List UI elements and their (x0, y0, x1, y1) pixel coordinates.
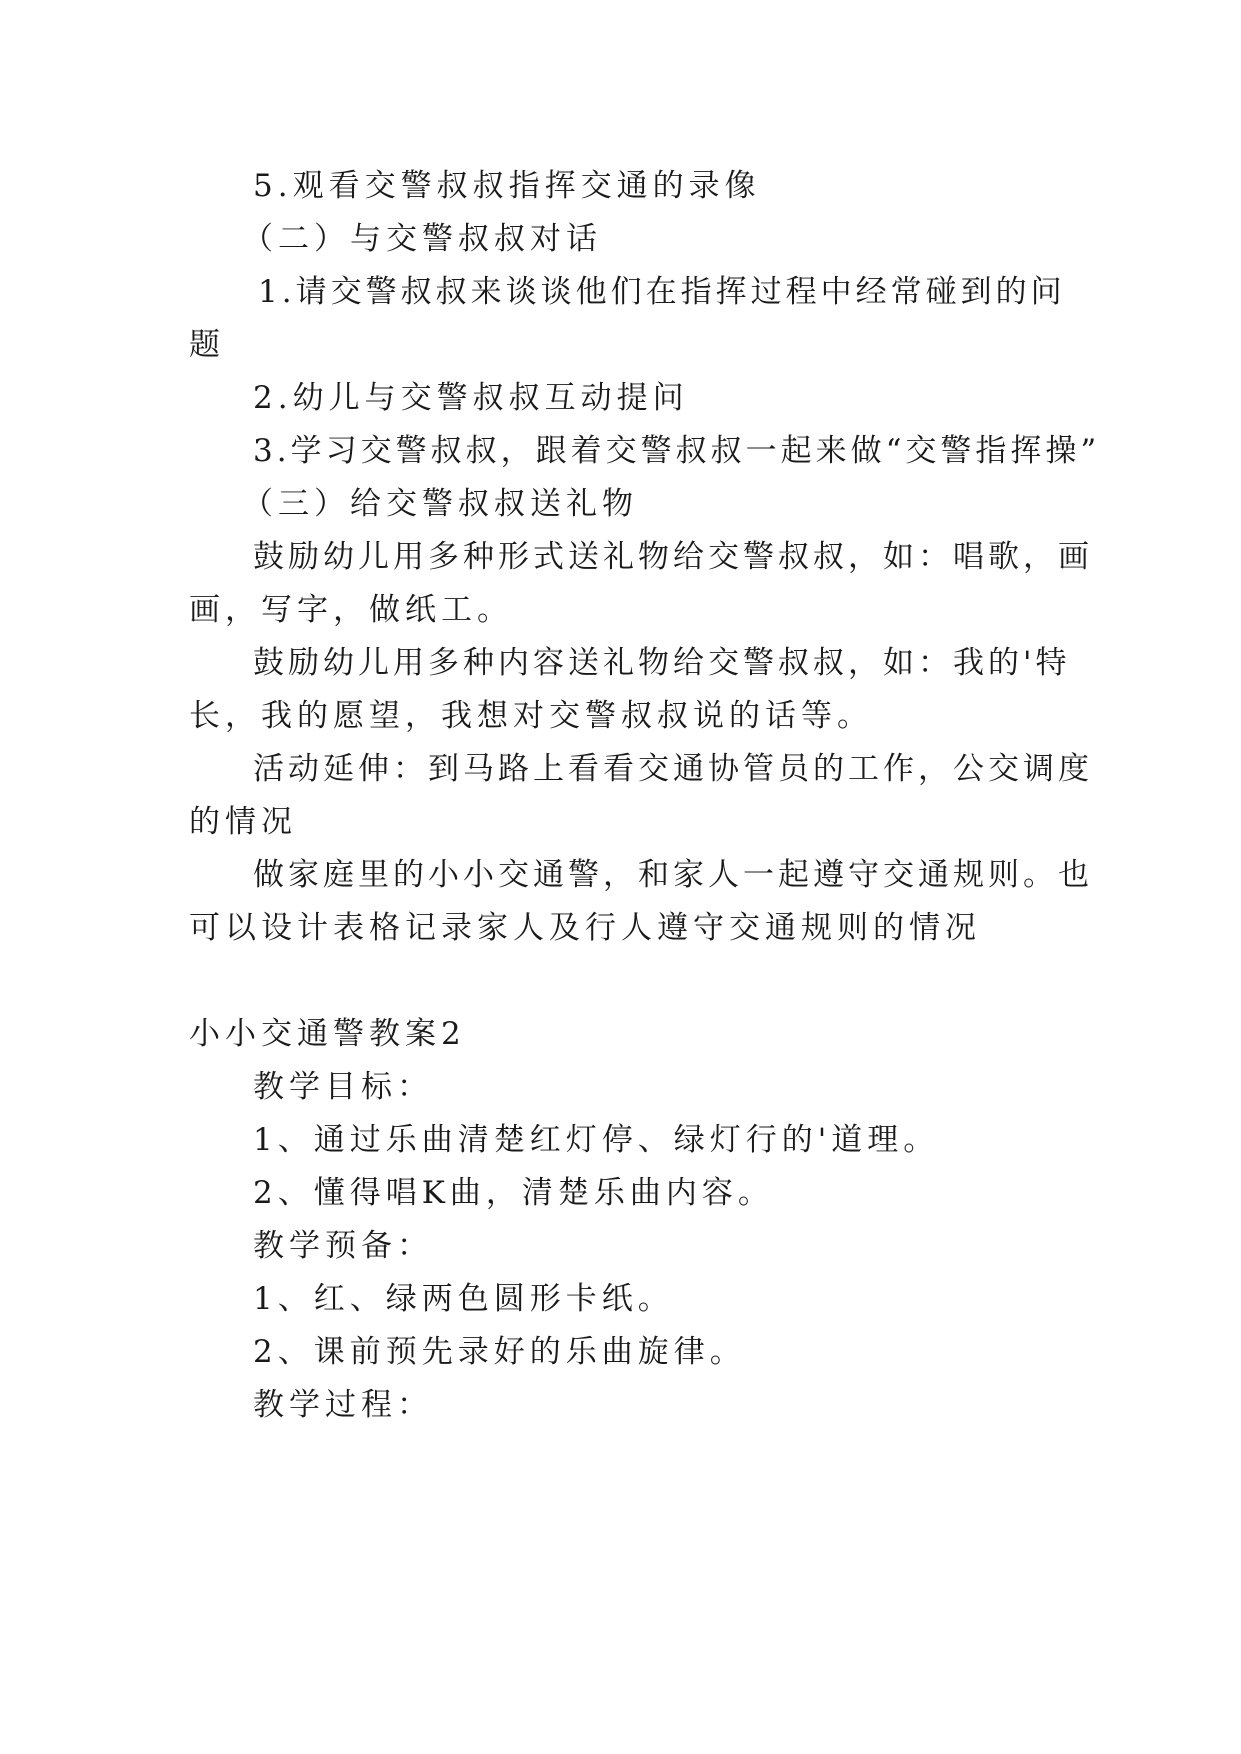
text-line: 的情况 (189, 804, 297, 840)
text-line: 3.学习交警叔叔，跟着交警叔叔一起来做“交警指挥操” (253, 433, 1101, 469)
list-item: 1、红、绿两色圆形卡纸。 (253, 1281, 674, 1317)
section-heading: （二）与交警叔叔对话 (242, 221, 602, 257)
text-line: 做家庭里的小小交通警，和家人一起遵守交通规则。也 (253, 857, 1093, 893)
section-heading: 教学过程： (253, 1387, 433, 1423)
section-heading: 教学预备： (253, 1228, 433, 1264)
text-line: 活动延伸：到马路上看看交通协管员的工作，公交调度 (253, 751, 1093, 787)
section-heading: 教学目标： (253, 1069, 433, 1105)
list-item: 2、课前预先录好的乐曲旋律。 (253, 1334, 746, 1370)
section-heading: （三）给交警叔叔送礼物 (242, 486, 638, 522)
text-line: 画，写字，做纸工。 (189, 592, 513, 628)
text-line: 题 (189, 327, 225, 363)
text-line: 5.观看交警叔叔指挥交通的录像 (253, 168, 761, 204)
text-line: 可以设计表格记录家人及行人遵守交通规则的情况 (189, 910, 981, 946)
list-item: 2、懂得唱K曲，清楚乐曲内容。 (253, 1175, 774, 1211)
document-subtitle: 小小交通警教案2 (189, 1016, 466, 1052)
list-item: 1、通过乐曲清楚红灯停、绿灯行的'道理。 (253, 1122, 940, 1158)
text-line: 2.幼儿与交警叔叔互动提问 (253, 380, 689, 416)
text-line: 1.请交警叔叔来谈谈他们在指挥过程中经常碰到的问 (258, 274, 1066, 310)
text-line: 鼓励幼儿用多种内容送礼物给交警叔叔，如：我的'特 (253, 645, 1071, 681)
text-line: 鼓励幼儿用多种形式送礼物给交警叔叔，如：唱歌，画 (253, 539, 1093, 575)
text-line: 长，我的愿望，我想对交警叔叔说的话等。 (189, 698, 873, 734)
